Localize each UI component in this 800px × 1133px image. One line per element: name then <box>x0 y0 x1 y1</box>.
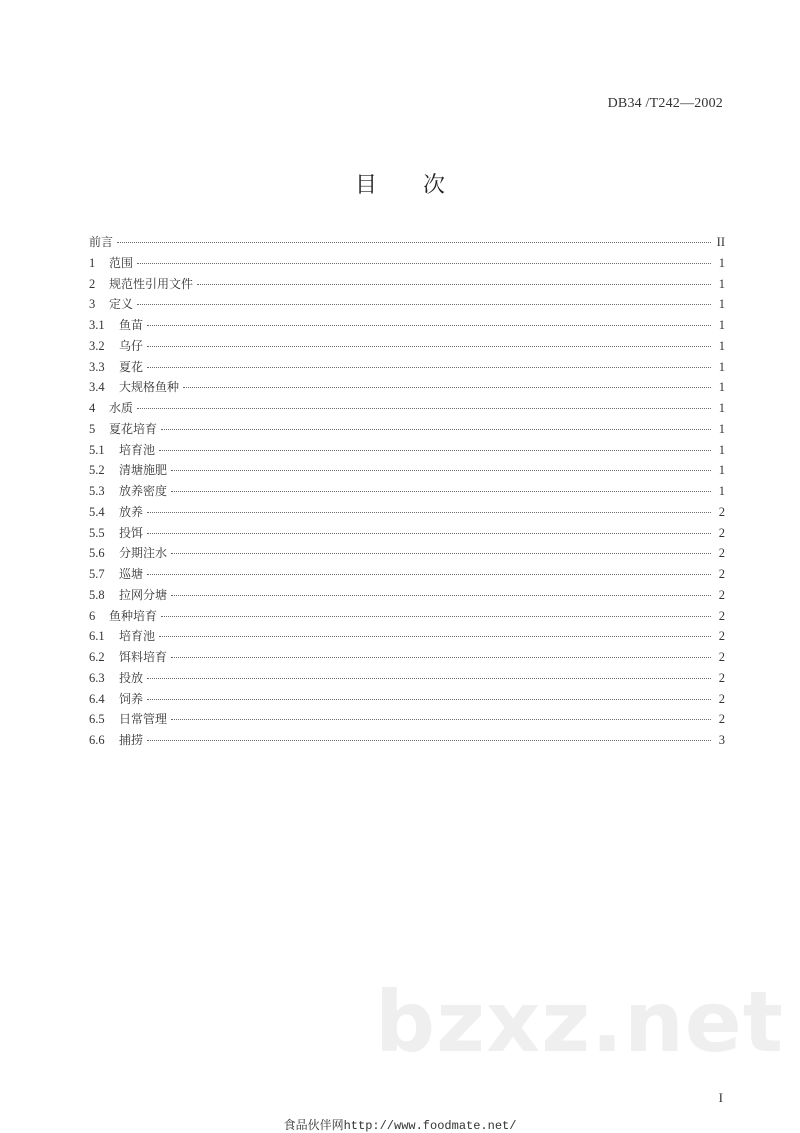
toc-entry-label: 分期注水 <box>119 546 168 561</box>
toc-entry-number: 5.1 <box>89 442 105 457</box>
toc-dot-leader <box>171 595 711 596</box>
table-of-contents <box>89 232 725 751</box>
toc-entry-page: 1 <box>718 380 725 395</box>
toc-entry[interactable] <box>89 336 725 357</box>
toc-entry[interactable] <box>89 709 725 730</box>
toc-entry-number: 2 <box>89 276 96 291</box>
toc-entry-number: 5.8 <box>89 587 105 602</box>
toc-entry-page: 2 <box>718 567 725 581</box>
toc-entry-number: 6 <box>89 608 96 623</box>
toc-entry-number: 5.2 <box>89 463 105 478</box>
toc-dot-leader <box>147 533 711 534</box>
toc-entry-label: 饵料培育 <box>119 650 168 664</box>
toc-entry[interactable] <box>89 502 725 523</box>
toc-entry[interactable] <box>89 606 725 627</box>
toc-entry-number: 5.5 <box>89 525 105 540</box>
toc-dot-leader <box>147 740 711 741</box>
toc-dot-leader <box>171 657 711 658</box>
watermark: bzxz.net <box>375 973 784 1071</box>
toc-entry-label: 鱼种培育 <box>109 608 158 623</box>
footer-site-name: 食品伙伴网 <box>283 1118 344 1132</box>
toc-entry[interactable] <box>89 274 725 295</box>
toc-entry[interactable] <box>89 626 725 647</box>
toc-dot-leader <box>183 387 711 388</box>
toc-entry-label: 清塘施肥 <box>119 463 168 478</box>
toc-entry[interactable] <box>89 232 725 253</box>
toc-entry[interactable] <box>89 460 725 481</box>
toc-entry-page: 2 <box>718 546 725 561</box>
toc-entry-label: 捕捞 <box>119 733 144 747</box>
toc-entry-label: 培育池 <box>119 442 156 457</box>
toc-entry-label: 拉网分塘 <box>119 587 168 602</box>
toc-entry-page: 1 <box>718 255 725 270</box>
toc-entry-page: 3 <box>718 733 725 747</box>
toc-dot-leader <box>147 574 711 575</box>
toc-entry[interactable] <box>89 253 725 274</box>
toc-entry-page: 1 <box>718 442 725 457</box>
toc-entry-label: 前言 <box>89 235 114 249</box>
toc-entry-number: 6.1 <box>89 629 105 644</box>
toc-entry[interactable] <box>89 730 725 751</box>
toc-entry-label: 日常管理 <box>119 712 168 727</box>
toc-entry[interactable] <box>89 689 725 710</box>
toc-entry-number: 3.3 <box>89 359 105 374</box>
toc-entry[interactable] <box>89 357 725 378</box>
toc-entry-page: 1 <box>718 276 725 291</box>
toc-dot-leader <box>137 263 711 264</box>
footer-url[interactable]: http://www.foodmate.net/ <box>343 1119 517 1133</box>
toc-entry-label: 水质 <box>109 401 134 415</box>
toc-entry-label: 鱼苗 <box>119 318 144 332</box>
toc-dot-leader <box>147 325 711 326</box>
toc-dot-leader <box>137 408 711 409</box>
toc-dot-leader <box>159 450 711 451</box>
toc-entry[interactable] <box>89 647 725 668</box>
toc-dot-leader <box>171 553 711 554</box>
toc-entry-number: 5.7 <box>89 567 105 581</box>
toc-entry-page: 1 <box>718 463 725 478</box>
toc-entry-page: 2 <box>718 691 725 706</box>
toc-entry[interactable] <box>89 585 725 606</box>
page-number: I <box>718 1090 723 1105</box>
toc-entry-number: 6.4 <box>89 691 105 706</box>
toc-entry-number: 5.4 <box>89 504 105 519</box>
toc-dot-leader <box>171 470 711 471</box>
toc-entry-number: 1 <box>89 255 96 270</box>
toc-entry[interactable] <box>89 668 725 689</box>
toc-entry-label: 投放 <box>119 670 144 685</box>
toc-entry-page: 2 <box>718 525 725 540</box>
toc-entry-label: 饲养 <box>119 691 144 706</box>
toc-dot-leader <box>159 636 711 637</box>
toc-entry[interactable] <box>89 564 725 585</box>
toc-dot-leader <box>147 699 711 700</box>
toc-entry-label: 夏花培育 <box>109 421 158 436</box>
toc-title <box>0 168 800 199</box>
toc-dot-leader <box>147 678 711 679</box>
toc-entry-page: 1 <box>718 484 725 498</box>
toc-entry-page: 1 <box>718 338 725 353</box>
toc-entry[interactable] <box>89 315 725 336</box>
toc-entry[interactable] <box>89 440 725 461</box>
toc-entry-page: 1 <box>718 359 725 374</box>
toc-entry-page: II <box>716 235 725 249</box>
toc-entry-page: 2 <box>718 629 725 644</box>
toc-entry-label: 范围 <box>109 255 134 270</box>
toc-entry-label: 定义 <box>109 297 134 312</box>
toc-dot-leader <box>117 242 711 243</box>
toc-entry-label: 夏花 <box>119 359 144 374</box>
toc-entry-number: 5 <box>89 421 96 436</box>
toc-dot-leader <box>147 512 711 513</box>
toc-entry[interactable] <box>89 419 725 440</box>
toc-entry-page: 2 <box>718 504 725 519</box>
toc-title-char-2: 次 <box>423 173 446 198</box>
toc-entry-page: 2 <box>718 587 725 602</box>
toc-dot-leader <box>147 346 711 347</box>
toc-entry-number: 4 <box>89 401 96 415</box>
toc-entry-number: 3 <box>89 297 96 312</box>
toc-entry[interactable] <box>89 377 725 398</box>
toc-entry-number: 5.6 <box>89 546 105 561</box>
toc-entry-page: 1 <box>718 297 725 312</box>
toc-entry-label: 培育池 <box>119 629 156 644</box>
toc-dot-leader <box>137 304 711 305</box>
toc-entry-label: 投饵 <box>119 525 144 540</box>
toc-entry-number: 5.3 <box>89 484 105 498</box>
toc-entry-number: 3.2 <box>89 338 105 353</box>
toc-entry-page: 1 <box>718 318 725 332</box>
toc-dot-leader <box>161 429 711 430</box>
toc-entry-number: 6.5 <box>89 712 105 727</box>
document-code: DB34 /T242—2002 <box>607 96 723 111</box>
toc-dot-leader <box>197 284 711 285</box>
toc-entry-page: 2 <box>718 670 725 685</box>
toc-dot-leader <box>161 616 711 617</box>
toc-entry-number: 6.3 <box>89 670 105 685</box>
toc-entry-page: 1 <box>718 421 725 436</box>
toc-entry[interactable] <box>89 294 725 315</box>
toc-entry-page: 1 <box>718 401 725 415</box>
toc-entry[interactable] <box>89 481 725 502</box>
toc-entry-label: 巡塘 <box>119 567 144 581</box>
toc-entry-label: 放养密度 <box>119 484 168 498</box>
toc-entry-number: 6.2 <box>89 650 105 664</box>
toc-entry[interactable] <box>89 523 725 544</box>
toc-entry-label: 规范性引用文件 <box>109 276 194 291</box>
toc-entry-label: 乌仔 <box>119 338 144 353</box>
toc-dot-leader <box>147 367 711 368</box>
toc-entry-page: 2 <box>718 650 725 664</box>
toc-entry-label: 大规格鱼种 <box>119 380 180 395</box>
toc-entry-page: 2 <box>718 608 725 623</box>
toc-entry-number: 3.1 <box>89 318 105 332</box>
toc-dot-leader <box>171 491 711 492</box>
toc-entry-page: 2 <box>718 712 725 727</box>
toc-entry[interactable] <box>89 398 725 419</box>
toc-title-char-1: 目 <box>354 173 377 198</box>
toc-entry[interactable] <box>89 543 725 564</box>
toc-entry-number: 3.4 <box>89 380 105 395</box>
toc-entry-label: 放养 <box>119 504 144 519</box>
toc-entry-number: 6.6 <box>89 733 105 747</box>
footer <box>0 1116 800 1133</box>
toc-dot-leader <box>171 719 711 720</box>
